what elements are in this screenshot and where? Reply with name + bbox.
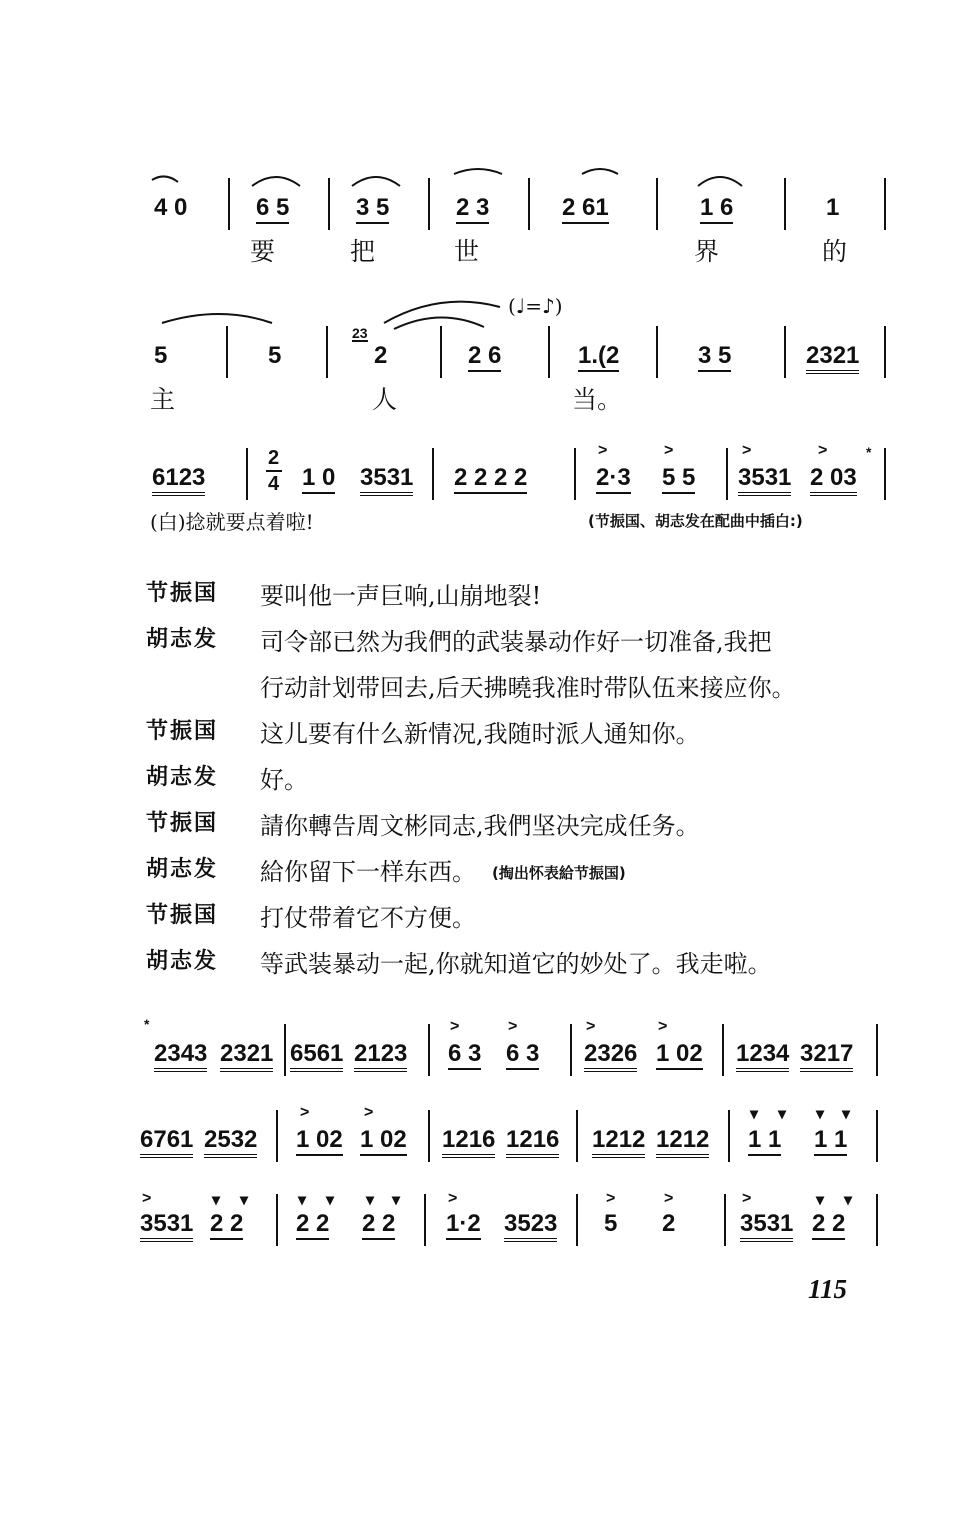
speaker-name: 胡志发: [146, 627, 219, 652]
note-group: 2 2: [210, 1210, 243, 1240]
note-group: 2 3: [456, 194, 489, 224]
note-group: 2532: [204, 1126, 257, 1158]
note-group: 2 2: [362, 1210, 395, 1240]
lyric: 世: [454, 237, 480, 266]
time-signature-bottom: 4: [268, 473, 280, 495]
stress-mark: ▾: [816, 1106, 825, 1123]
note-group: 2 03: [810, 464, 857, 496]
time-signature-top: 2: [268, 447, 280, 469]
note-group: 2123: [354, 1040, 407, 1072]
speaker-name: 节振国: [146, 811, 219, 836]
note-group: 1·2: [446, 1210, 481, 1240]
accent-mark: >: [742, 442, 752, 459]
dialogue-line: 給你留下一样东西。: [260, 858, 476, 886]
bar-line: [724, 1194, 726, 1246]
note-group: 2 6: [468, 342, 501, 372]
bar-line: [576, 1194, 578, 1246]
bar-line: [570, 1024, 572, 1076]
bar-line: [246, 448, 248, 500]
note-group: 1212: [592, 1126, 645, 1158]
lyric: 要: [250, 237, 276, 266]
dialogue-line-continued: 行动計划带回去,后天拂曉我准时带队伍来接应你。: [260, 674, 796, 702]
bar-line: [884, 178, 886, 230]
bar-line: [428, 178, 430, 230]
stage-direction: (掏出怀表給节振国): [492, 864, 626, 882]
slur-marks-row2: [0, 285, 974, 345]
stress-mark: ▾: [844, 1192, 853, 1209]
dialogue-line: 好。: [260, 766, 308, 794]
note-group: 3 5: [356, 194, 389, 224]
speaker-name: 胡志发: [146, 857, 219, 882]
accent-mark: >: [664, 1190, 674, 1207]
dialogue-line: 这儿要有什么新情况,我随时派人通知你。: [260, 720, 700, 748]
bar-line: [884, 326, 886, 378]
note-group: 2 2: [812, 1210, 845, 1240]
stress-mark: ▾: [816, 1192, 825, 1209]
accent-mark: >: [658, 1018, 668, 1035]
note-group: 6761: [140, 1126, 193, 1158]
bar-line: [428, 1110, 430, 1162]
accent-mark: >: [664, 442, 674, 459]
speaker-name: 胡志发: [146, 949, 219, 974]
speaker-name: 胡志发: [146, 765, 219, 790]
grace-notes: 23: [352, 325, 368, 341]
note-group: 3531: [738, 464, 791, 496]
stress-mark: ▾: [240, 1192, 249, 1209]
accent-mark: >: [606, 1190, 616, 1207]
bar-line: [784, 326, 786, 378]
note-group: 1.(2: [578, 342, 619, 372]
bar-line: [728, 1110, 730, 1162]
stress-mark: ▾: [366, 1192, 375, 1209]
note-group: 5: [268, 342, 282, 369]
note-group: 1212: [656, 1126, 709, 1158]
lyric: 的: [822, 237, 848, 266]
note-group: 2 61: [562, 194, 609, 224]
bar-line: [528, 178, 530, 230]
bar-line: [876, 1024, 878, 1076]
note-group: 5: [604, 1210, 618, 1237]
bar-line: [276, 1110, 278, 1162]
dialogue-line: 司令部已然为我們的武装暴动作好一切准备,我把: [260, 628, 772, 656]
lyric: 界: [694, 237, 720, 266]
note-group: 1216: [442, 1126, 495, 1158]
accent-mark: >: [586, 1018, 596, 1035]
accent-mark: >: [742, 1190, 752, 1207]
bar-line: [876, 1110, 878, 1162]
note-group: 1 02: [360, 1126, 407, 1156]
speaker-name: 节振国: [146, 903, 219, 928]
lyric: 当。: [572, 385, 623, 414]
spoken-aside: (白)捻就要点着啦!: [150, 510, 314, 534]
stage-direction: (节振国、胡志发在配曲中插白:): [588, 512, 803, 530]
lyric: 主: [150, 385, 176, 414]
bar-line: [276, 1194, 278, 1246]
note-group: 1216: [506, 1126, 559, 1158]
note-group: 2: [662, 1210, 676, 1237]
accent-mark: >: [818, 442, 828, 459]
note-group: 6 5: [256, 194, 289, 224]
note-group: 2343: [154, 1040, 207, 1072]
bar-line: [884, 448, 886, 500]
note-group: 1 1: [748, 1126, 781, 1156]
note-group: 6123: [152, 464, 205, 496]
dialogue-line: 等武装暴动一起,你就知道它的妙处了。我走啦。: [260, 950, 772, 978]
page-number: 115: [808, 1274, 848, 1304]
bar-line: [574, 448, 576, 500]
speaker-name: 节振国: [146, 581, 219, 606]
accent-mark: >: [448, 1190, 458, 1207]
bar-line: [424, 1194, 426, 1246]
bar-line: [656, 178, 658, 230]
lyric: 人: [372, 385, 398, 414]
accent-mark: >: [598, 442, 608, 459]
bar-line: [328, 178, 330, 230]
bar-line: [440, 326, 442, 378]
note-group: 2326: [584, 1040, 637, 1072]
bar-line: [226, 326, 228, 378]
note-group: 5 5: [662, 464, 695, 494]
stress-mark: ▾: [778, 1106, 787, 1123]
dialogue-line: 要叫他一声巨响,山崩地裂!: [260, 582, 542, 610]
note-group: 2: [374, 342, 388, 369]
note-group: 1 02: [296, 1126, 343, 1156]
note-group: 1 6: [700, 194, 733, 224]
accent-mark: >: [450, 1018, 460, 1035]
bar-line: [576, 1110, 578, 1162]
bar-line: [876, 1194, 878, 1246]
bar-line: [428, 1024, 430, 1076]
accent-mark: >: [300, 1104, 310, 1121]
note-group: 3531: [740, 1210, 793, 1242]
stress-mark: ▾: [326, 1192, 335, 1209]
note-group: 3531: [140, 1210, 193, 1242]
bar-line: [784, 178, 786, 230]
note-group: 1 02: [656, 1040, 703, 1070]
dialogue-line: 請你轉告周文彬同志,我們坚决完成任务。: [260, 812, 700, 840]
tempo-marking: (♩=♪): [508, 294, 563, 318]
star-mark: *: [144, 1016, 150, 1032]
bar-line: [284, 1024, 286, 1076]
bar-line: [432, 448, 434, 500]
note-group: 2321: [806, 342, 859, 374]
note-group: 1234: [736, 1040, 789, 1072]
note-group: 6561: [290, 1040, 343, 1072]
note-group: 4 0: [154, 194, 188, 221]
bar-line: [656, 326, 658, 378]
lyric: 把: [350, 237, 376, 266]
note-group: 3523: [504, 1210, 557, 1242]
note-group: 3 5: [698, 342, 731, 372]
bar-line: [326, 326, 328, 378]
stress-mark: ▾: [842, 1106, 851, 1123]
bar-line: [722, 1024, 724, 1076]
note-group: 5: [154, 342, 168, 369]
note-group: 2 2: [296, 1210, 329, 1240]
stress-mark: ▾: [298, 1192, 307, 1209]
stress-mark: ▾: [392, 1192, 401, 1209]
time-signature-line: [266, 470, 282, 472]
note-group: 2·3: [596, 464, 631, 494]
note-group: 6 3: [506, 1040, 539, 1070]
note-group: 3531: [360, 464, 413, 496]
stress-mark: ▾: [212, 1192, 221, 1209]
stress-mark: ▾: [750, 1106, 759, 1123]
speaker-name: 节振国: [146, 719, 219, 744]
note-group: 1 1: [814, 1126, 847, 1156]
star-mark: *: [866, 444, 872, 460]
accent-mark: >: [364, 1104, 374, 1121]
accent-mark: >: [142, 1190, 152, 1207]
note-group: 1 0: [302, 464, 335, 494]
note-group: 2 2 2 2: [454, 464, 527, 494]
bar-line: [726, 448, 728, 500]
note-group: 1: [826, 194, 840, 221]
note-group: 3217: [800, 1040, 853, 1072]
accent-mark: >: [508, 1018, 518, 1035]
dialogue-line: 打仗带着它不方便。: [260, 904, 476, 932]
bar-line: [228, 178, 230, 230]
bar-line: [548, 326, 550, 378]
note-group: 2321: [220, 1040, 273, 1072]
note-group: 6 3: [448, 1040, 481, 1070]
